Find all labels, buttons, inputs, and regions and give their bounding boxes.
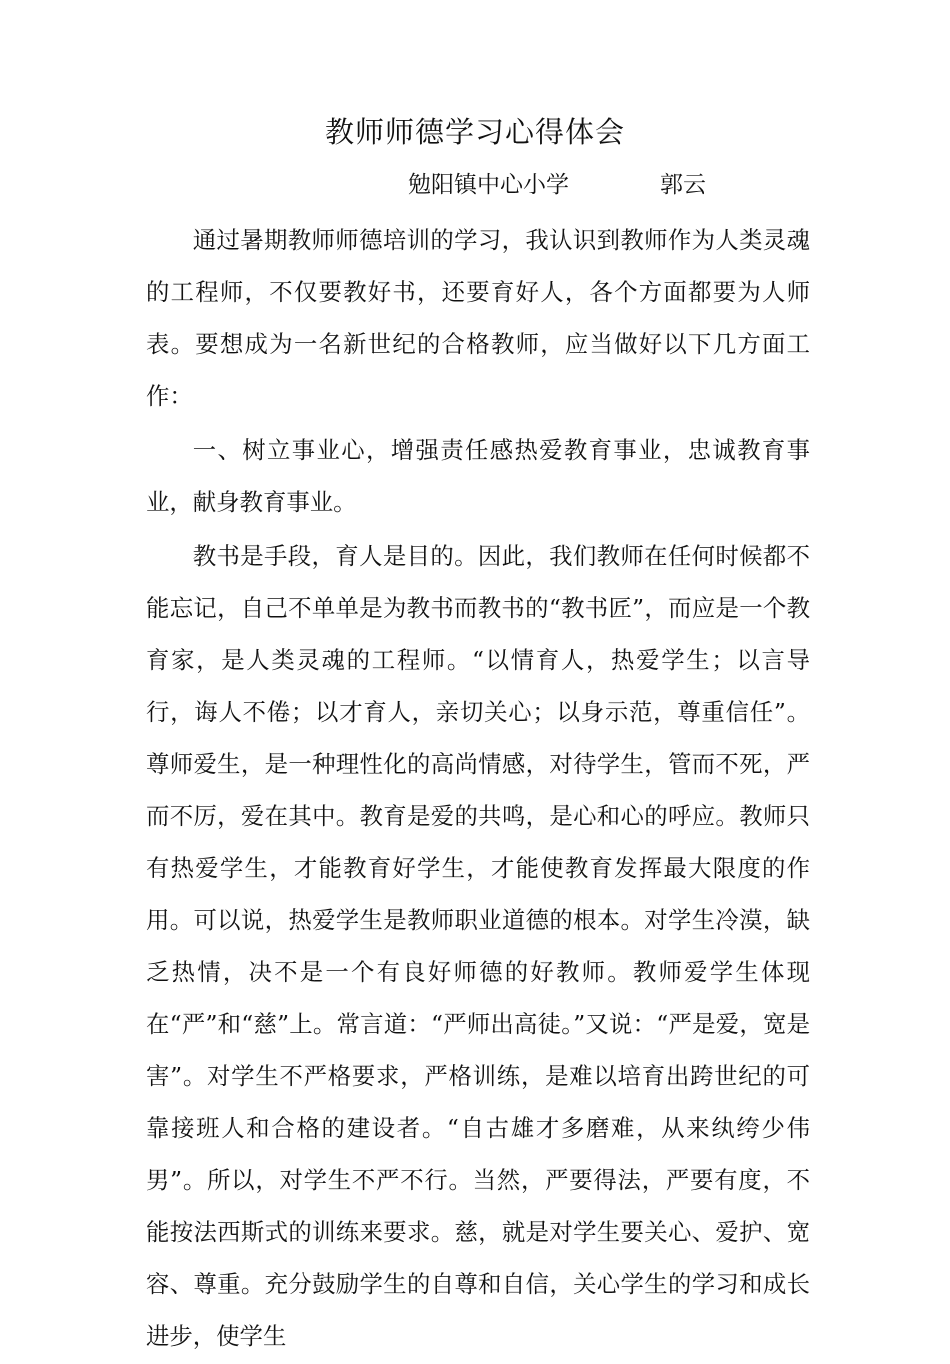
byline — [408, 168, 706, 202]
document-body — [146, 214, 810, 1364]
paragraph-section-one: 一、树立事业心，增强责任感热爱教育事业，忠诚教育事业，献身教育事业。 — [146, 436, 810, 516]
document-title: 教师师德学习心得体会 — [324, 115, 625, 149]
paragraph-intro: 通过暑期教师师德培训的学习，我认识到教师作为人类灵魂的工程师，不仅要教好书，还要育好人，各个方面都要为人师表。要想成为一名新世纪的合格教师，应当做好以下几方面工作： — [146, 226, 810, 410]
byline-school: 勉阳镇中心小学 — [408, 172, 569, 198]
paragraph-main: 教书是手段，育人是目的。因此，我们教师在任何时候都不能忘记，自己不单单是为教书而教书的“教书匠”，而应是一个教育家，是人类灵魂的工程师。“以情育人，热爱学生；以言导行，诲人不倦；以才育人，亲切关心；以身示范，尊重信任”。尊师爱生，是一种理性化的高尚情感，对待学生，管而不死，严而不厉，爱在其中。教育是爱的共鸣，是心和心的呼应。教师只有热爱学生，才能教育好学生，才能使教育发挥最大限度的作用。可以说，热爱学生是教师职业道德的根本。对学生冷漠，缺乏热情，决不是一个有良好师德的好教师。教师爱学生体现在“严”和“慈”上。常言道：“严师出高徒。”又说：“严是爱，宽是害”。对学生不严格要求，严格训练，是难以培育出跨世纪的可靠接班人和合格的建设者。“自古雄才多磨难，从来纨绔少伟男”。所以，对学生不严不行。当然，严要得法，严要有度，不能按法西斯式的训练来要求。慈，就是对学生要关心、爱护、宽容、尊重。充分鼓励学生的自尊和自信，关心学生的学习和成长进步，使学生 — [146, 542, 810, 1350]
byline-author: 郭云 — [660, 172, 706, 198]
